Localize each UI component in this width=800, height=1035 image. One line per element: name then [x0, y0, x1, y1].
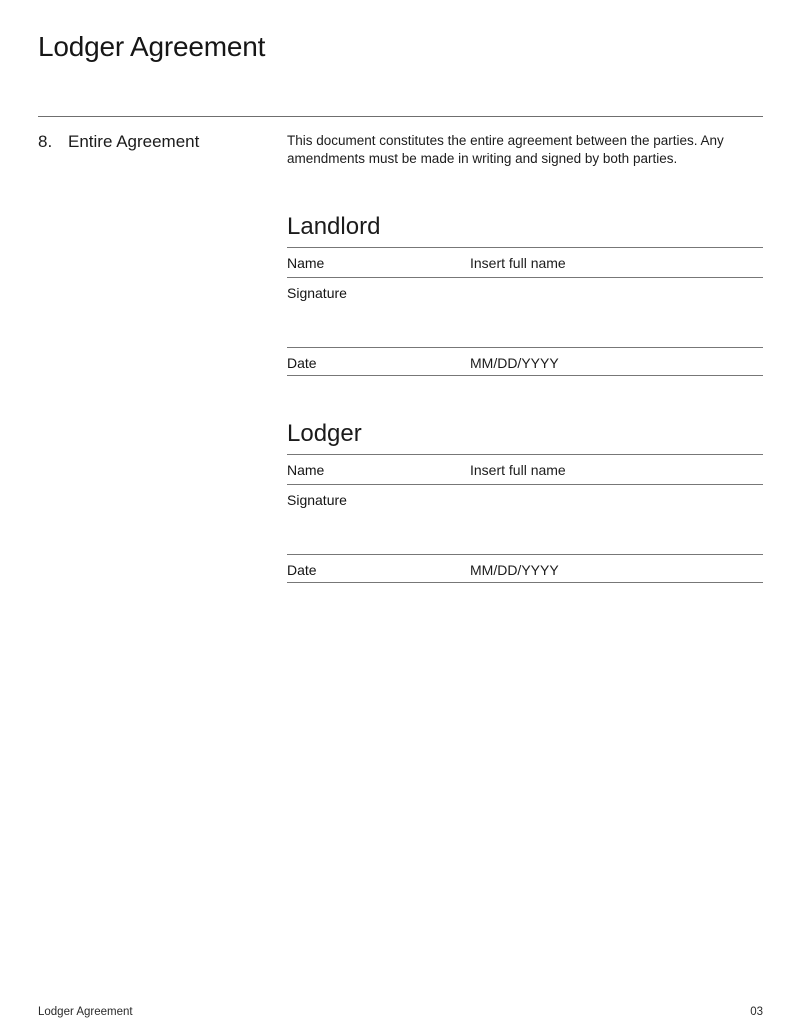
landlord-name-label: Name: [287, 255, 325, 271]
section-content: [287, 132, 763, 583]
lodger-date-row: [287, 555, 763, 583]
footer-doc-title: Lodger Agreement: [38, 1006, 133, 1018]
footer-page-number: 03: [750, 1006, 763, 1018]
section-entire-agreement: [38, 132, 763, 583]
lodger-name-field[interactable]: Insert full name: [470, 462, 566, 478]
page-title: Lodger Agreement: [38, 31, 266, 62]
section-body-text: This document constitutes the entire agreement between the parties. Any amendments must be made in writing and signed by both parties.: [287, 133, 724, 166]
lodger-signature-label: Signature: [287, 492, 347, 508]
landlord-name-field[interactable]: Insert full name: [470, 255, 566, 271]
lodger-date-field[interactable]: MM/DD/YYYY: [470, 562, 559, 578]
header-divider: [38, 116, 763, 117]
landlord-signature-label: Signature: [287, 285, 347, 301]
landlord-date-field[interactable]: MM/DD/YYYY: [470, 355, 559, 371]
section-number: 8.: [38, 132, 53, 151]
lodger-name-label: Name: [287, 462, 325, 478]
landlord-heading: Landlord: [287, 214, 763, 248]
landlord-name-row: [287, 248, 763, 278]
lodger-signature-row[interactable]: [287, 485, 763, 555]
lodger-name-row: [287, 455, 763, 485]
landlord-date-row: [287, 348, 763, 376]
signature-block-landlord: [287, 214, 763, 376]
lodger-date-label: Date: [287, 562, 317, 578]
page-footer: [38, 1006, 763, 1019]
section-heading: [38, 132, 287, 583]
section-title: Entire Agreement: [68, 132, 200, 151]
signature-block-lodger: [287, 421, 763, 583]
lodger-heading: Lodger: [287, 421, 763, 455]
landlord-date-label: Date: [287, 355, 317, 371]
landlord-signature-row[interactable]: [287, 278, 763, 348]
